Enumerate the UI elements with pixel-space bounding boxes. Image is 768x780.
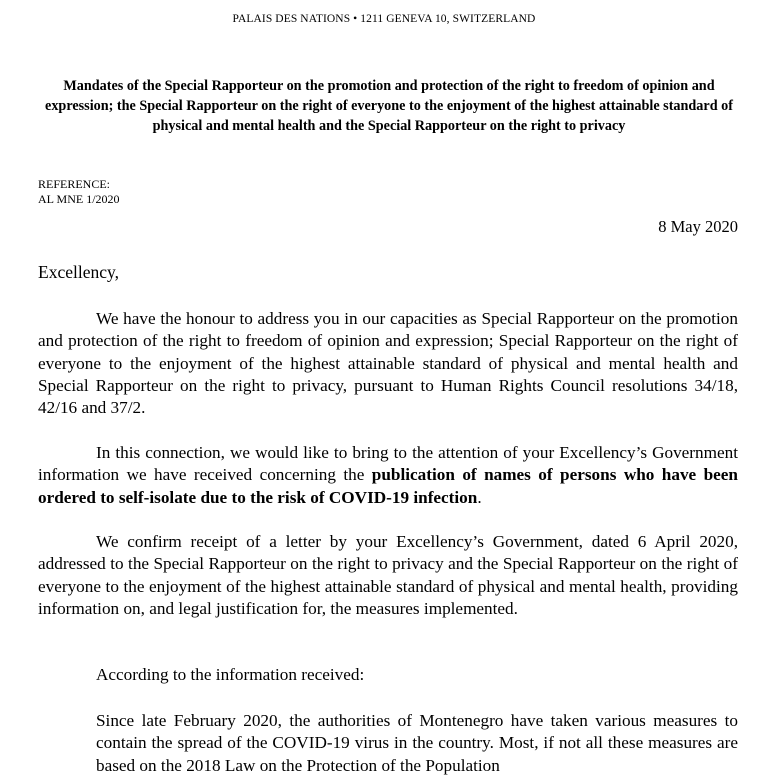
paragraph-4 (38, 664, 738, 686)
paragraph-2-bold-text: publication of names of persons who have been ordered to self-isolate due to the risk of COVID-19 infection (38, 465, 738, 507)
paragraph-1 (38, 308, 738, 419)
paragraph-4-text: According to the information received: (96, 665, 365, 684)
salutation: Excellency, (38, 262, 119, 282)
mandates-heading: Mandates of the Special Rapporteur on the promotion and protection of the right to freedom of opinion and expression; the Special Rapporteur on the right of everyone to the enjoyment of the highest attainable standard of physical and mental health and the Special Rapporteur on the right to privacy (45, 78, 733, 134)
paragraph-5-text: Since late February 2020, the authorities of Montenegro have taken various measures to contain the spread of the COVID-19 virus in the country. Most, if not all these measures are based on the 2018 Law on the Protection of the Population (96, 711, 738, 775)
paragraph-1-text: We have the honour to address you in our capacities as Special Rapporteur on the promotion and protection of the right to freedom of opinion and expression; Special Rapporteur on the right of everyone to the enjoyment of the highest attainable standard of physical and mental health and Special Rapporteur on the right to privacy, pursuant to Human Rights Council resolutions 34/18, 42/16 and 37/2. (38, 309, 738, 418)
paragraph-3-text: We confirm receipt of a letter by your Excellency’s Government, dated 6 April 2020, addressed to the Special Rapporteur on the right to privacy and the Special Rapporteur on the right of everyone to the enjoyment of the highest attainable standard of physical and mental health, providing information on, and legal justification for, the measures implemented. (38, 532, 738, 618)
paragraph-2-text-start: In this connection, we would like to bring to the attention of your Excellency’s Government information we have received concerning the (38, 443, 738, 485)
paragraph-2-text-end: . (477, 487, 482, 507)
paragraph-2 (38, 442, 738, 509)
letter-date: 8 May 2020 (658, 217, 738, 236)
reference-code: AL MNE 1/2020 (38, 192, 120, 206)
paragraph-3 (38, 531, 738, 620)
paragraph-5-quoted (96, 710, 738, 777)
letterhead-address: PALAIS DES NATIONS • 1211 GENEVA 10, SWITZERLAND (232, 13, 536, 25)
reference-block (38, 177, 120, 207)
reference-label: REFERENCE: (38, 177, 111, 191)
